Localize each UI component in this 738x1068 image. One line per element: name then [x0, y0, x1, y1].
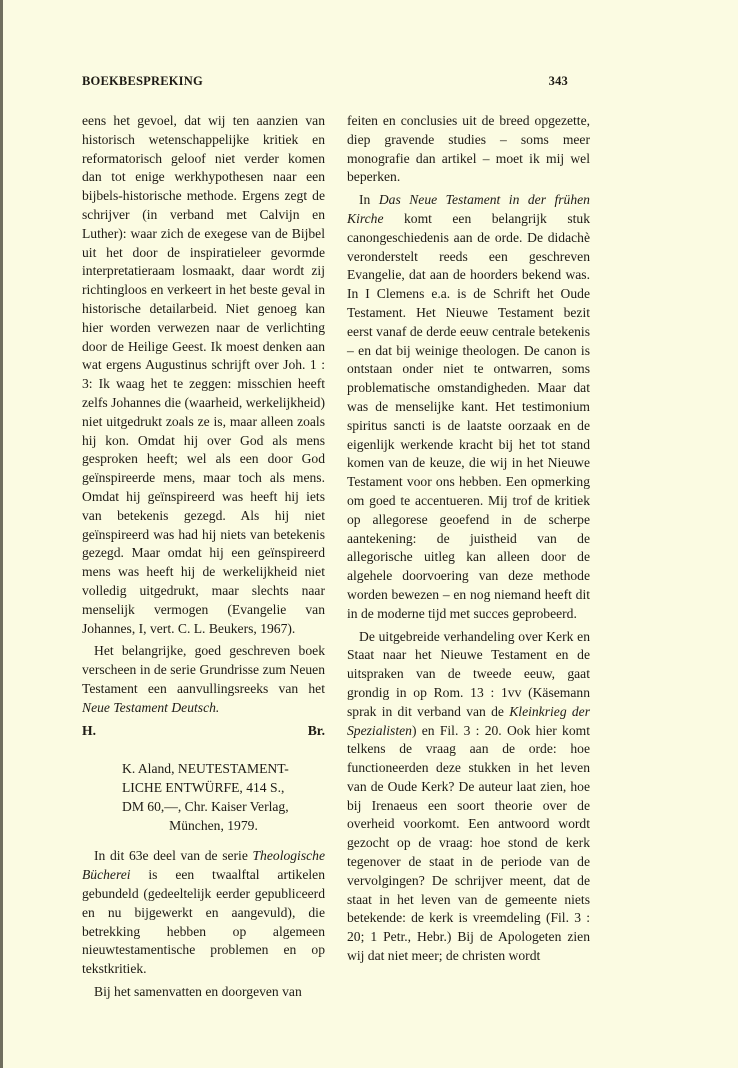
paragraph: Bij het samenvatten en doorgeven van	[94, 984, 302, 1000]
paragraph: eens het gevoel, dat wij ten aanzien van historisch wetenschappelijke kritiek en reformatorisch geloof niet verder komen dan tot enige werkhypothesen naar een bijbels-historische methode. Ergens zegt de schrijver (in verband met Calvijn en Luther): waar zich de exegese van de Bijbel uit het door de inspiratieleer gevormde interpretatieraam losmaakt, daar wordt zij richtingloos en verkeert in het beste geval in historische detailarbeid. Niet genoeg kan hier worden verwezen naar de verlichting door de Heilige Geest. Ik moest denken aan wat ergens Augustinus schrijft over Joh. 1 : 3: Ik waag het te zeggen: misschien heeft zelfs Johannes die (waarheid, werkelijkheid) niet uitgedrukt zoals ze is, maar alleen zoals hij kon. Omdat hij over God als mens gesproken heeft; wel als een door God geïnspireerde mens, maar toch als mens. Omdat hij geïnspireerd was heeft hij iets van betekenis gezegd. Als hij niet geïnspireerd was had hij niets van betekenis gezegd. Maar omdat hij een geïnspireerd mens was heeft hij de werkelijkheid niet volledig uitgedrukt, maar slechts naar menselijk vermogen (Evangelie van Johannes, I, vert. C. L. Beukers, 1967).	[82, 113, 325, 636]
paragraph	[82, 642, 325, 717]
paragraph-text: ) en Fil. 3 : 20. Ook hier komt telkens de vraag aan de orde: hoe functioneerden deze stukken in het leven van de Oude Kerk? De auteur laat zien, hoe bij Irenaeus een soort theorie over de overheid voorkomt. Een antwoord wordt gezocht op de vraag: hoe stond de kerk tegenover de staat in de periode van de vervolgingen? De schrijver meent, dat de staat in het leven van de gemeente niets betekende: de kerk is vreemdeling (Fil. 3 : 20; 1 Petr., Hebr.) Bij de Apologeten zien wij dat niet meer; de christen wordt	[347, 722, 590, 964]
citation-line: LICHE ENTWÜRFE, 414 S.,	[122, 780, 285, 796]
paragraph	[82, 847, 325, 979]
page-number: 343	[548, 74, 568, 88]
quoted-title: Kleinkrieg der Spezialisten	[347, 703, 591, 738]
paragraph	[347, 628, 590, 966]
paragraph-text: Het belangrijke, goed geschreven boek verscheen in de serie Grundrisse zum Neuen Testament een aanvullingsreeks van het	[82, 643, 325, 696]
paragraph-text: komt een belangrijk stuk canongeschiedenis aan de orde. De didachè veronderstelt reeds een geschreven Evangelie, dat aan de hoorders bekend was. In I Clemens e.a. is de Schrift het Oude Testament. Het Nieuwe Testament bezit eerst vanaf de derde eeuw centrale betekenis – en dat bij weinige theologen. De canon is ontstaan onder niet te ontwarren, soms problematische omstandigheden. Maar dat was de menselijke kant. Het testimonium spiritus sancti is de laatste oorzaak en de eigenlijk werkende kracht bij het tot stand komen van de keuze, die wij in het Nieuwe Testament voor ons hebben. Een opmerking om goed te accentueren. Mij trof de kritiek op allegorese geoefend in de scherpe aantekening: de juistheid van de allegorische uitleg kan alleen door de algehele doorvoering van deze methode worden bewezen – en nog niemand heeft dit in de moderne tijd met succes geprobeerd.	[347, 210, 590, 621]
signature-initial-left: H.	[82, 722, 96, 738]
paragraph-text: In	[359, 192, 379, 208]
citation-line: K. Aland, NEUTESTAMENT-	[122, 761, 289, 777]
paragraph-text: De uitgebreide verhandeling over Kerk en Staat naar het Nieuwe Testament en de uitspraken van de tweede eeuw, gaat grondig in op Rom. 13 : 1vv (Käsemann sprak in dit verband van de	[347, 628, 590, 719]
series-title: Neue Testament Deutsch.	[82, 699, 220, 715]
book-citation	[122, 760, 325, 835]
paragraph: feiten en conclusies uit de breed opgezette, diep gravende studies – soms meer monografie dan artikel – moet ik mij wel beperken.	[347, 113, 590, 185]
left-column	[82, 112, 325, 1002]
section-title: BOEKBESPREKING	[82, 74, 203, 88]
right-column	[347, 112, 590, 966]
article-title: Das Neue Testament in der frühen Kirche	[347, 192, 590, 226]
signature-initial-right: Br.	[307, 722, 325, 738]
page-edge	[0, 0, 3, 1068]
citation-line: DM 60,—, Chr. Kaiser Verlag,	[122, 798, 289, 814]
citation-line: München, 1979.	[169, 817, 258, 833]
reviewer-signature	[82, 722, 325, 741]
series-title: Theologische Bücherei	[82, 848, 325, 883]
paragraph-text: In dit 63e deel van de serie	[94, 848, 253, 864]
paragraph	[347, 191, 590, 623]
paragraph-text: is een twaalftal artikelen gebundeld (gedeeltelijk eerder gepubliceerd en nu bijgewerkt en aangevuld), die betrekking hebben op algemeen nieuwtestamentische problemen en op tekstkritiek.	[82, 867, 325, 977]
